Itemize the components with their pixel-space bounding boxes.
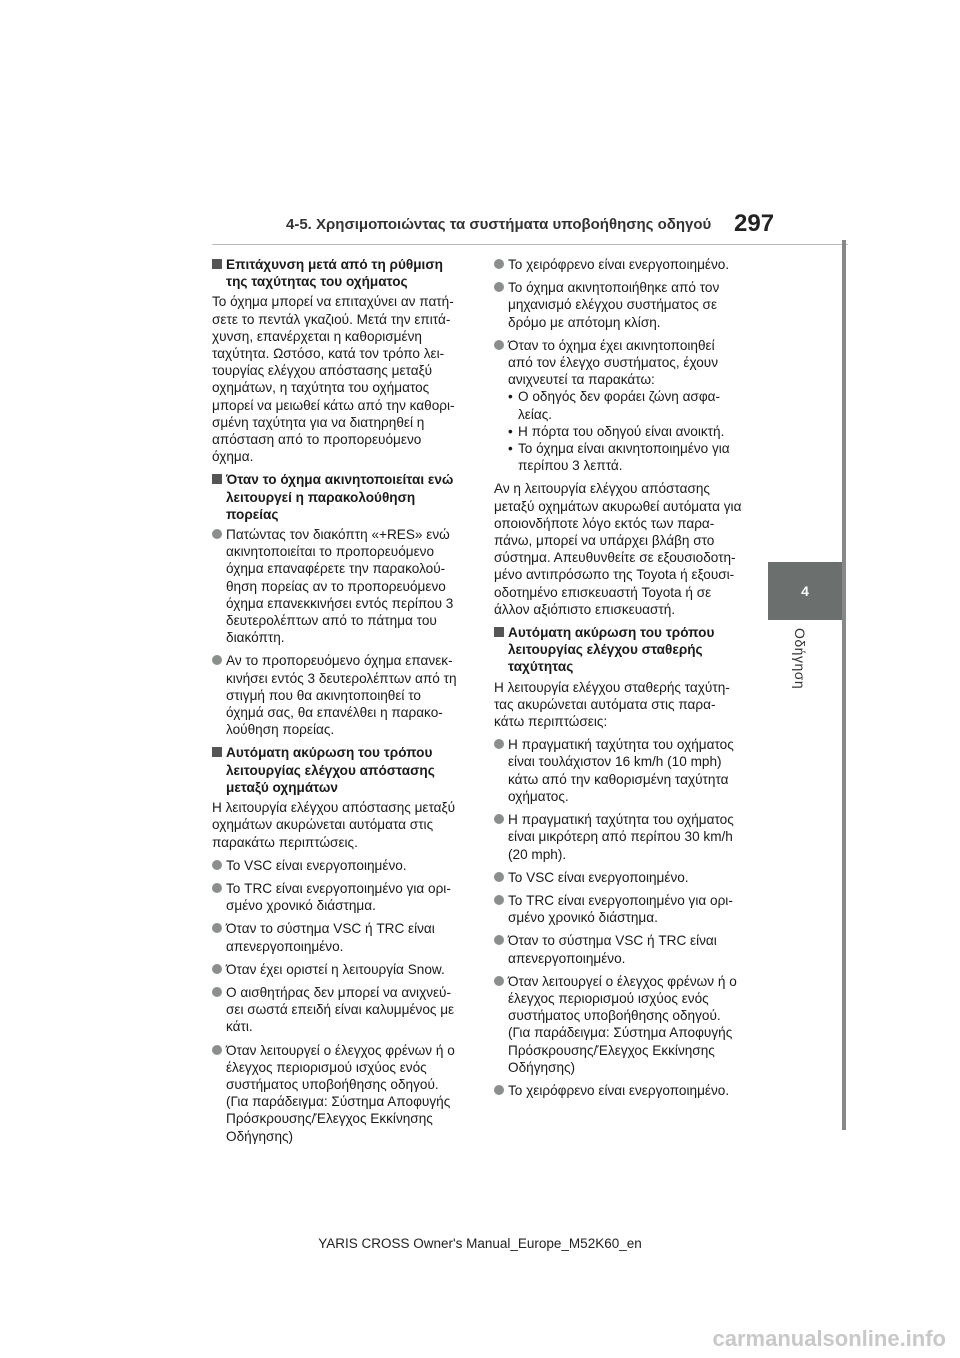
bullet-dot-icon bbox=[212, 923, 222, 933]
bullet-item bbox=[494, 1082, 742, 1099]
bullet-dot-icon bbox=[494, 1085, 504, 1095]
header-divider bbox=[212, 244, 848, 245]
bullet-text: Το χειρόφρενο είναι ενεργοποιημένο. bbox=[508, 257, 730, 272]
paragraph: Το όχημα μπορεί να επιταχύνει αν πατή-σετε το πεντάλ γκαζιού. Μετά την επιτά-χυνση, επανέρχεται η καθορισμένη ταχύτητα. Ωστόσο, κατά τον τρόπο λει-τουργίας ελέγχου απόστασης μεταξύ οχημάτων, η ταχύτητα του οχήματος μπορεί να μειωθεί κάτω από την καθορι-σμένη ταχύτητα για να διατηρηθεί η απόσταση από το προπορευόμενο όχημα. bbox=[212, 294, 455, 465]
watermark: carmanualsonline.info bbox=[712, 1326, 946, 1351]
bullet-item bbox=[494, 256, 742, 273]
bullet-text: Όταν το όχημα έχει ακινητοποιηθεί από τον έλεγχο συστήματος, έχουν ανιχνευτεί τα παρακάτω: bbox=[508, 337, 719, 388]
bullet-item bbox=[494, 973, 742, 1076]
bullet-dot-icon bbox=[494, 976, 504, 986]
bullet-text: Όταν λειτουργεί ο έλεγχος φρένων ή ο έλεγχος περιορισμού ισχύος ενός συστήματος υποβοήθησης οδηγού. (Για παράδειγμα: Σύστημα Αποφυγής Πρόσκρουσης/Έλεγχος Εκκίνησης Οδήγησης) bbox=[226, 1042, 455, 1144]
bullet-text: Όταν έχει οριστεί η λειτουργία Snow. bbox=[226, 961, 445, 977]
bullet-text: Το VSC είναι ενεργοποιημένο. bbox=[226, 857, 407, 873]
bullet-text: Το TRC είναι ενεργοποιημένο για ορι-σμένο χρονικό διάστημα. bbox=[226, 880, 451, 914]
bullet-dot-icon bbox=[212, 883, 222, 893]
bullet-item bbox=[212, 526, 460, 646]
bullet-dot-icon bbox=[494, 872, 504, 882]
bullet-dot-icon bbox=[494, 895, 504, 905]
chapter-label-container bbox=[792, 628, 818, 748]
bullet-text: Το χειρόφρενο είναι ενεργοποιημένο. bbox=[508, 1082, 730, 1098]
section-heading-text: Αυτόματη ακύρωση του τρόπου λειτουργίας ελέγχου απόστασης μεταξύ οχημάτων bbox=[226, 745, 435, 795]
bullet-text: Όταν το σύστημα VSC ή TRC είναι απενεργοποιημένο. bbox=[226, 921, 435, 954]
section-heading bbox=[212, 256, 460, 290]
bullet-item bbox=[212, 920, 460, 954]
manual-footer: YARIS CROSS Owner's Manual_Europe_M52K60_en bbox=[318, 1236, 642, 1251]
bullet-item bbox=[494, 869, 742, 886]
bullet-item bbox=[494, 932, 742, 966]
section-heading-text: Επιτάχυνση μετά από τη ρύθμιση της ταχύτητας του οχήματος bbox=[226, 257, 443, 290]
bullet-item bbox=[212, 1042, 460, 1145]
sub-bullet-item: • Η πόρτα του οδηγού είναι ανοικτή. bbox=[494, 423, 742, 440]
paragraph: Αν η λειτουργία ελέγχου απόστασης μεταξύ οχημάτων ακυρωθεί αυτόματα για οποιονδήποτε λόγο εκτός των παρα-πάνω, μπορεί να υπάρχει βλάβη στο σύστημα. Απευθυνθείτε σε εξουσιοδοτη-μένο αντιπρόσωπο της Toyota ή εξουσι-οδοτημένο επισκευαστή Toyota ή σε άλλον αξιόπιστο επισκευαστή. bbox=[494, 481, 742, 617]
sub-list bbox=[494, 388, 742, 474]
chapter-number: 4 bbox=[801, 583, 809, 599]
bullet-text: Όταν λειτουργεί ο έλεγχος φρένων ή ο έλεγχος περιορισμού ισχύος ενός συστήματος υποβοήθησης οδηγού. (Για παράδειγμα: Σύστημα Αποφυγής Πρόσκρουσης/Έλεγχος Εκκίνησης Οδήγησης) bbox=[508, 973, 737, 1075]
bullet-dot-icon bbox=[494, 739, 504, 749]
bullet-text: Όταν το σύστημα VSC ή TRC είναι απενεργοποιημένο. bbox=[508, 933, 717, 966]
bullet-item bbox=[212, 857, 460, 874]
section-heading-text: Όταν το όχημα ακινητοποιείται ενώ λειτουργεί η παρακολούθηση πορείας bbox=[226, 472, 454, 522]
bullet-item bbox=[212, 880, 460, 914]
section-heading bbox=[212, 471, 460, 523]
bullet-dot-icon bbox=[212, 529, 222, 539]
bullet-dot-icon bbox=[494, 282, 504, 292]
bullet-text: Το όχημα ακινητοποιήθηκε από τον μηχανισμό ελέγχου συστήματος σε δρόμο με απότομη κλίση. bbox=[508, 280, 720, 330]
bullet-dot-icon bbox=[494, 259, 504, 269]
chapter-label: Οδήγηση bbox=[792, 628, 808, 690]
left-column bbox=[212, 256, 460, 1151]
right-column bbox=[494, 256, 742, 1105]
bullet-dot-icon bbox=[212, 655, 222, 665]
chapter-edge-bar bbox=[842, 240, 846, 1130]
section-heading bbox=[212, 744, 460, 796]
section-heading-text: Αυτόματη ακύρωση του τρόπου λειτουργίας ελέγχου σταθερής ταχύτητας bbox=[508, 625, 715, 675]
bullet-dot-icon bbox=[212, 1045, 222, 1055]
chapter-tab bbox=[768, 562, 842, 620]
bullet-text: Το VSC είναι ενεργοποιημένο. bbox=[508, 869, 689, 885]
section-header-title: 4-5. Χρησιμοποιώντας τα συστήματα υποβοήθησης οδηγού bbox=[286, 216, 712, 233]
bullet-text: Ο αισθητήρας δεν μπορεί να ανιχνεύ-σει σωστά επειδή είναι καλυμμένος με κάτι. bbox=[226, 984, 455, 1035]
bullet-item bbox=[494, 736, 742, 805]
sub-bullet-item: • Ο οδηγός δεν φοράει ζώνη ασφα-λείας. bbox=[494, 388, 742, 422]
bullet-item bbox=[494, 892, 742, 926]
bullet-dot-icon bbox=[494, 935, 504, 945]
bullet-text: Πατώντας τον διακόπτη «+RES» ενώ ακινητοποιείται το προπορευόμενο όχημα επαναφέρετε την παρακολού-θηση πορείας αν το προπορευόμενο όχημα επανεκκινήσει εντός περίπου 3 δευτερολέπτων από το πάτημα του διακόπτη. bbox=[226, 527, 454, 646]
bullet-item bbox=[494, 279, 742, 331]
sub-bullet-item: • Το όχημα είναι ακινητοποιημένο για περίπου 3 λεπτά. bbox=[494, 440, 742, 474]
bullet-dot-icon bbox=[212, 964, 222, 974]
paragraph: Η λειτουργία ελέγχου σταθερής ταχύτη-τας ακυρώνεται αυτόματα στις παρα-κάτω περιπτώσεις: bbox=[494, 679, 730, 730]
bullet-text: Η πραγματική ταχύτητα του οχήματος είναι τουλάχιστον 16 km/h (10 mph) κάτω από την καθορισμένη ταχύτητα οχήματος. bbox=[508, 737, 734, 804]
bullet-text: Η πραγματική ταχύτητα του οχήματος είναι μικρότερη από περίπου 30 km/h (20 mph). bbox=[508, 812, 734, 862]
paragraph: Η λειτουργία ελέγχου απόστασης μεταξύ οχημάτων ακυρώνεται αυτόματα στις παρακάτω περιπτώσεις. bbox=[212, 800, 456, 850]
bullet-dot-icon bbox=[494, 340, 504, 350]
bullet-dot-icon bbox=[212, 987, 222, 997]
bullet-item bbox=[212, 652, 460, 738]
bullet-item bbox=[494, 337, 742, 475]
bullet-dot-icon bbox=[494, 814, 504, 824]
bullet-item bbox=[212, 984, 460, 1036]
bullet-dot-icon bbox=[212, 860, 222, 870]
bullet-item bbox=[494, 811, 742, 863]
section-heading bbox=[494, 624, 742, 676]
bullet-text: Το TRC είναι ενεργοποιημένο για ορι-σμένο χρονικό διάστημα. bbox=[508, 892, 733, 926]
page-number: 297 bbox=[734, 210, 775, 237]
bullet-item bbox=[212, 961, 460, 978]
bullet-text: Αν το προπορευόμενο όχημα επανεκ-κινήσει εντός 3 δευτερολέπτων από τη στιγμή που θα ακινητοποιηθεί το όχημά σας, θα επανέλθει η παρακο-λούθηση πορείας. bbox=[226, 653, 457, 738]
